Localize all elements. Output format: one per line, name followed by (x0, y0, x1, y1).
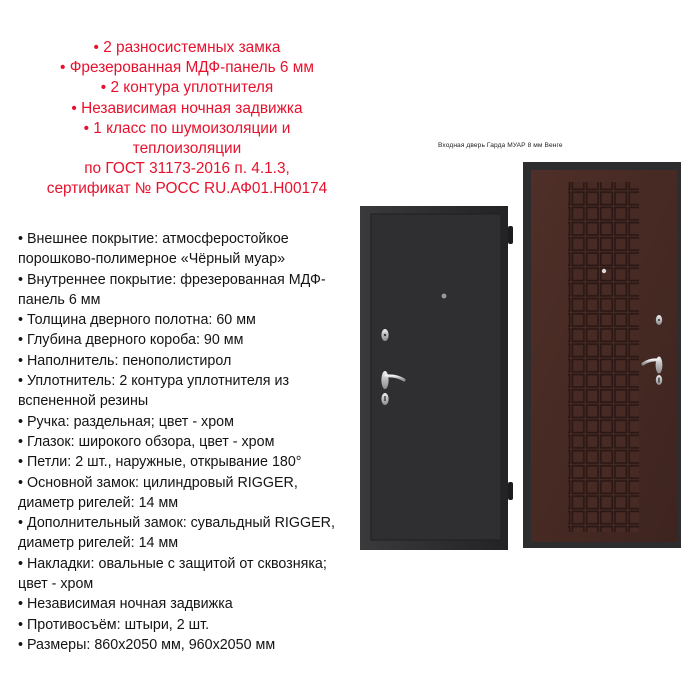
milled-grid-pattern (568, 182, 639, 532)
spec-item: • Наполнитель: пенополистирол (18, 352, 232, 369)
spec-item: • Основной замок: цилиндровый RIGGER, диаметр ригелей: 14 мм (18, 474, 298, 511)
highlight-item: • 2 разносистемных замка (93, 39, 281, 56)
specifications-list (18, 229, 348, 655)
highlight-item: • 1 класс по шумоизоляции и (83, 119, 291, 137)
hinge-icon (508, 482, 513, 500)
spec-item: • Толщина дверного полотна: 60 мм (18, 312, 256, 329)
spec-item: • Петли: 2 шт., наружные, открывание 180° (18, 454, 302, 471)
spec-item: • Накладки: овальные с защитой от сквозняка; цвет - хром (18, 555, 327, 593)
hinge-icon (508, 226, 513, 244)
highlight-item: • Независимая ночная задвижка (71, 99, 303, 117)
spec-item: • Независимая ночная задвижка (18, 596, 233, 613)
highlight-item: по ГОСТ 31173-2016 п. 4.1.3, (84, 160, 290, 178)
photo-caption: Входная дверь Гарда МУАР 8 мм Венге (438, 142, 563, 149)
product-photo (358, 130, 684, 550)
highlight-item: • Фрезерованная МДФ-панель 6 мм (60, 59, 314, 77)
highlights-list (0, 38, 374, 200)
spec-item: • Ручка: раздельная; цвет - хром (18, 413, 234, 430)
highlight-item: • 2 контура уплотнителя (100, 79, 274, 97)
spec-item: • Глазок: широкого обзора, цвет - хром (18, 433, 275, 450)
peephole-icon (602, 269, 606, 273)
door-illustration (358, 130, 684, 550)
spec-item: • Противосъём: штыри, 2 шт. (18, 616, 210, 633)
spec-item: • Внешнее покрытие: атмосферостойкое порошково-полимерное «Чёрный муар» (18, 231, 289, 268)
spec-item: • Размеры: 860x2050 мм, 960x2050 мм (18, 636, 276, 653)
exterior-door (360, 206, 513, 550)
spec-item: • Внутреннее покрытие: фрезерованная МДФ-панель 6 мм (18, 271, 326, 308)
spec-item: • Уплотнитель: 2 контура уплотнителя из вспененной резины (18, 373, 290, 410)
highlight-item: сертификат № РОСС RU.АФ01.Н00174 (46, 180, 328, 198)
spec-item: • Глубина дверного короба: 90 мм (18, 332, 244, 349)
interior-door (523, 162, 681, 548)
handle-plate-icon (381, 371, 388, 389)
highlight-item: теплоизоляции (132, 140, 242, 158)
spec-item: • Дополнительный замок: сувальдный RIGGER, диаметр ригелей: 14 мм (18, 515, 335, 552)
peephole-icon (442, 294, 447, 299)
